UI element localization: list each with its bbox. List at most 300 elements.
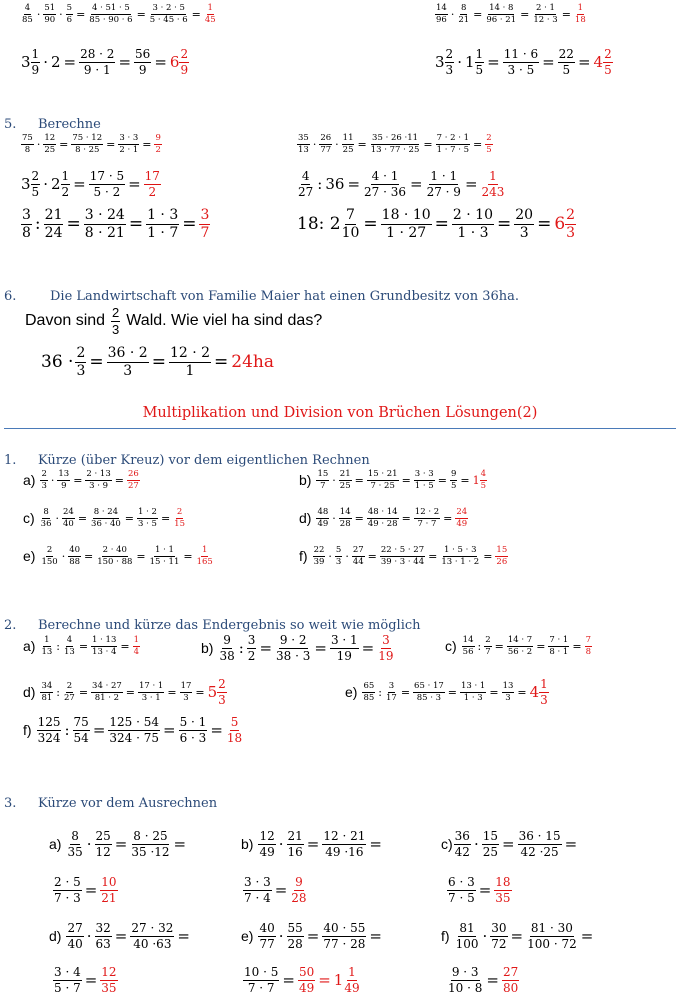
numerator: 13 · 1: [461, 680, 486, 691]
operator: =: [84, 971, 98, 990]
fraction: [243, 966, 279, 994]
operator: =: [354, 511, 364, 525]
denominator: 7 · 7: [247, 980, 275, 995]
operator: ·: [345, 549, 349, 563]
operator: =: [84, 881, 98, 900]
numerator: 4 · 51 · 5: [92, 3, 130, 13]
denominator: 27 · 36: [364, 184, 406, 199]
fraction: [313, 546, 326, 567]
result-fraction: [154, 134, 161, 155]
item-label: c): [23, 510, 35, 527]
result-fraction: [204, 4, 217, 25]
item-label: b): [201, 640, 214, 657]
item-label: a): [23, 472, 36, 489]
numerator: 3 · 2 · 5: [152, 3, 185, 13]
denominator: 35: [67, 844, 83, 859]
item-label: f): [23, 722, 32, 739]
numerator: 11 · 6: [503, 47, 539, 61]
denominator: 13: [298, 144, 309, 155]
operator: =: [487, 53, 500, 72]
denominator: 85 · 90 · 6: [89, 14, 133, 25]
denominator: 96: [436, 14, 447, 25]
fraction: [316, 508, 329, 529]
denominator: 9 · 1: [83, 62, 111, 77]
fraction: [21, 4, 34, 25]
fraction: [149, 4, 189, 25]
denominator: 25: [44, 144, 56, 155]
fraction: [53, 876, 82, 904]
denominator: 3: [41, 480, 47, 491]
item-label: b): [299, 472, 312, 489]
numerator: 50: [298, 965, 315, 979]
numerator: 25: [95, 829, 111, 843]
fraction: [367, 508, 399, 529]
numerator: 21: [44, 207, 63, 223]
numerator: 4: [301, 169, 310, 183]
result-fraction: [173, 508, 186, 529]
fraction: [43, 4, 56, 25]
denominator: 3: [112, 321, 120, 337]
fraction: [414, 470, 435, 491]
fraction: [485, 4, 517, 25]
denominator: 85: [22, 14, 33, 25]
operator: ·: [482, 927, 488, 946]
result-fraction: [494, 876, 511, 904]
denominator: 1 · 3: [457, 224, 489, 241]
k1-eq-f: [298, 546, 509, 567]
top-eq-4: 3 $\frac{2}{3}$ · 1 $\frac{1}{5}$ = $\frac{11 \cdot 6}{3 \cdot 5}$ = $\frac{22}{5}$ = 4 $\frac{2}{5}$: [435, 47, 612, 77]
numerator: 13: [502, 680, 514, 691]
numerator: 10: [101, 875, 117, 889]
denominator: 25: [342, 144, 354, 155]
numerator: 2: [112, 305, 120, 320]
result-fraction: [502, 966, 519, 994]
fraction: [362, 682, 375, 703]
operator: =: [160, 511, 171, 525]
operator: ·: [335, 137, 339, 151]
k2-eq-c: [444, 636, 593, 657]
denominator: 15 · 11: [149, 556, 180, 567]
numerator: 14: [462, 635, 474, 645]
operator: ·: [43, 175, 48, 194]
operator: ·: [328, 549, 332, 563]
denominator: 5: [475, 62, 484, 77]
fraction: [91, 682, 123, 703]
numerator: 15: [482, 829, 499, 843]
operator: :: [317, 175, 323, 194]
operator: =: [73, 473, 83, 487]
fraction: [107, 346, 149, 378]
result-fraction: [179, 48, 189, 76]
k3-eq-f: [440, 922, 595, 950]
result-fraction: [480, 470, 487, 491]
operator: =: [401, 511, 411, 525]
denominator: 3 · 9: [89, 480, 109, 491]
denominator: 27 · 9: [426, 184, 461, 199]
numerator: 1 · 2: [138, 507, 157, 517]
item-label: f): [441, 928, 450, 945]
s5-eq-a: [20, 134, 163, 155]
k1-eq-c: [22, 508, 187, 529]
fraction: [339, 508, 352, 529]
operator: ·: [43, 53, 48, 72]
numerator: 11: [342, 133, 354, 143]
denominator: 4: [133, 646, 140, 657]
operator: ·: [332, 473, 336, 487]
item-label: a): [49, 836, 62, 853]
operator: =: [78, 685, 89, 699]
fraction: [322, 830, 366, 858]
fraction: [79, 48, 115, 76]
operator: ·: [473, 835, 479, 854]
top-eq-1: [20, 4, 218, 25]
operator: =: [478, 881, 492, 900]
denominator: 90: [44, 14, 56, 25]
numerator: 28 · 2: [80, 47, 115, 61]
fraction: [335, 546, 342, 567]
numerator: 20: [515, 207, 534, 223]
numerator: 2 · 1: [536, 3, 555, 13]
numerator: 3 · 24: [84, 207, 125, 223]
denominator: 77 · 28: [323, 936, 366, 951]
fraction: [322, 922, 366, 950]
operator: =: [63, 53, 77, 72]
numerator: 15 · 21: [367, 469, 398, 479]
numerator: 24: [63, 507, 74, 517]
numerator: 22: [313, 545, 325, 555]
operator: =: [183, 549, 193, 563]
k1-heading: 1. Kürze (über Kreuz) vor dem eigentlichen Rechnen: [4, 453, 370, 468]
s5-eq-f: 18: 2 $\frac{7}{10}$ = $\frac{18 \cdot 10}{1 \cdot 27}$ = $\frac{2 \cdot 10}{1 \cdot 3}$ = $\frac{20}{3}$ = 6 $\frac{2}{3}$: [297, 207, 576, 241]
operator: =: [437, 473, 447, 487]
numerator: 12 · 21: [323, 829, 366, 843]
fraction: [66, 922, 83, 950]
operator: ·: [86, 927, 92, 946]
fraction: [440, 546, 480, 567]
operator: =: [577, 53, 591, 72]
numerator: 65: [363, 680, 375, 691]
numerator: 26: [127, 469, 139, 479]
result-fraction: [485, 134, 492, 155]
numerator: 3 · 3: [119, 133, 139, 143]
operator: =: [210, 721, 223, 740]
fraction: [66, 4, 73, 25]
result-fraction: [574, 4, 587, 25]
fraction: [118, 134, 139, 155]
denominator: 3 · 5: [138, 518, 157, 529]
result-fraction: [298, 966, 315, 994]
denominator: 3: [218, 692, 226, 707]
denominator: 3: [540, 692, 548, 707]
numerator: 14: [436, 3, 447, 13]
operator: =: [473, 137, 483, 151]
denominator: 1 · 3: [463, 692, 483, 703]
operator: =: [195, 685, 205, 699]
denominator: 2: [247, 648, 256, 663]
numerator: 9: [450, 469, 457, 479]
fraction: [89, 170, 125, 198]
operator: =: [517, 685, 527, 699]
result-fraction: [226, 716, 243, 744]
numerator: 13: [58, 469, 70, 479]
numerator: 3: [382, 633, 390, 647]
fraction: [462, 636, 475, 657]
denominator: 9: [138, 62, 147, 77]
operator: =: [306, 927, 320, 946]
operator: =: [483, 549, 493, 563]
denominator: 39 · 3 · 44: [380, 556, 425, 567]
result-fraction: [455, 508, 468, 529]
item-label: a): [23, 638, 36, 655]
numerator: 40 · 55: [323, 921, 366, 935]
fraction: [457, 4, 470, 25]
denominator: 49: [259, 844, 275, 859]
denominator: 2 · 1: [119, 144, 139, 155]
s5-eq-d: $\frac{4}{27}$ : 36 = $\frac{4 \cdot 1}{27 \cdot 36}$ = $\frac{1 \cdot 1}{27 \cdot 9}$ = $\frac{1}{243}$: [298, 169, 505, 199]
fraction: [287, 830, 304, 858]
fraction: [558, 48, 575, 76]
k1-eq-a: [22, 470, 141, 491]
fraction: [436, 134, 470, 155]
denominator: 3: [505, 692, 511, 703]
item-label: e): [241, 928, 254, 945]
numerator: 7 · 2 · 1: [436, 133, 470, 143]
operator: =: [306, 835, 320, 854]
numerator: 3 · 3: [244, 875, 271, 889]
fraction: [62, 508, 75, 529]
denominator: 3: [123, 362, 133, 379]
operator: =: [361, 639, 375, 658]
fraction: [475, 48, 485, 76]
denominator: 13: [41, 646, 53, 657]
fraction: [90, 508, 122, 529]
denominator: 13 · 77 · 25: [370, 144, 420, 155]
denominator: 13: [64, 646, 75, 657]
fraction: [247, 634, 257, 662]
numerator: 9 · 2: [279, 633, 307, 647]
fraction: [258, 830, 275, 858]
fraction: [66, 830, 83, 858]
operator: =: [580, 927, 594, 946]
operator: =: [76, 7, 86, 21]
denominator: 1 · 7: [147, 224, 179, 241]
denominator: 1 · 27: [386, 224, 427, 241]
numerator: 2: [218, 677, 226, 691]
s5-eq-e: [20, 208, 211, 240]
denominator: 165: [196, 556, 213, 567]
numerator: 17 · 1: [139, 680, 164, 691]
operator: =: [434, 214, 449, 235]
k3-eq-b: [240, 830, 384, 858]
result-fraction: [481, 170, 506, 198]
operator: =: [106, 137, 116, 151]
denominator: 6: [66, 14, 73, 25]
numerator: 7: [346, 207, 355, 223]
numerator: 2: [41, 469, 47, 479]
numerator: 125: [37, 715, 61, 729]
numerator: 1: [201, 545, 208, 555]
item-label: f): [299, 548, 308, 565]
denominator: 88: [69, 556, 81, 567]
denominator: 49: [298, 980, 315, 995]
fraction: [363, 170, 407, 198]
numerator: 75 · 12: [72, 133, 103, 143]
denominator: 3: [519, 224, 529, 241]
numerator: 2: [604, 47, 612, 61]
item-label: e): [345, 684, 358, 701]
denominator: 77: [320, 144, 332, 155]
fraction: [111, 306, 120, 336]
section-title: Multiplikation und Division von Brüchen Lösungen(2): [142, 405, 538, 421]
operator: =: [347, 175, 361, 194]
fraction: [63, 636, 76, 657]
denominator: 3: [76, 362, 86, 379]
operator: =: [77, 511, 88, 525]
numerator: 27: [352, 545, 364, 555]
numerator: 7 · 1: [549, 635, 569, 645]
numerator: 65 · 17: [414, 680, 444, 691]
fraction: [85, 470, 111, 491]
operator: =: [114, 835, 128, 854]
operator: =: [142, 137, 152, 151]
operator: =: [92, 721, 106, 740]
fraction: [96, 546, 133, 567]
operator: ·: [36, 7, 41, 21]
denominator: 28: [339, 518, 351, 529]
fraction: [40, 470, 47, 491]
item-label: e): [23, 548, 36, 565]
denominator: 2: [155, 144, 161, 155]
denominator: 7 · 3: [54, 890, 81, 905]
fraction: [447, 966, 483, 994]
fraction: [450, 470, 457, 491]
fraction: [40, 682, 53, 703]
denominator: 2: [61, 184, 70, 199]
operator: =: [510, 927, 524, 946]
operator: ·: [457, 53, 462, 72]
denominator: 85: [363, 692, 375, 703]
fraction: [341, 208, 361, 240]
result-fraction: [144, 170, 161, 198]
operator: ·: [450, 7, 455, 21]
fraction: [258, 922, 275, 950]
operator: =: [89, 352, 104, 373]
denominator: 1: [185, 362, 195, 379]
operator: =: [214, 352, 229, 373]
operator: =: [114, 927, 128, 946]
fraction: [53, 966, 82, 994]
denominator: 13 · 1 · 2: [441, 556, 480, 567]
denominator: 7 · 25: [370, 480, 395, 491]
denominator: 17: [386, 692, 397, 703]
fraction: [339, 470, 352, 491]
fraction: [380, 546, 425, 567]
fraction: [91, 636, 117, 657]
denominator: 5: [604, 62, 612, 77]
k2-heading: 2. Berechne und kürze das Endergebnis so weit wie möglich: [4, 618, 421, 633]
operator: ·: [312, 137, 317, 151]
result-fraction: [377, 634, 394, 662]
denominator: 54: [73, 730, 89, 745]
section-number: 2.: [4, 618, 17, 633]
k1-eq-e: [22, 546, 215, 567]
k1-eq-d: [298, 508, 469, 529]
numerator: 34: [41, 680, 53, 691]
fraction: [31, 170, 41, 198]
fraction: [548, 636, 569, 657]
fraction: [95, 830, 112, 858]
numerator: 3: [247, 633, 256, 647]
operator: =: [542, 53, 555, 72]
numerator: 2: [46, 545, 53, 555]
operator: =: [84, 549, 94, 563]
operator: =: [502, 835, 515, 854]
fraction: [342, 134, 355, 155]
numerator: 1: [489, 169, 497, 183]
k2-eq-e: e) $\frac{65}{85}$ : $\frac{3}{17}$ = $\frac{65 \cdot 17}{85 \cdot 3}$ = $\frac{13 \cdot 1}{1 \cdot 3}$ = $\frac{13}{3}$ = 4 $\frac{1}{3}$: [345, 677, 548, 707]
denominator: 7 · 5: [448, 890, 475, 905]
numerator: 1: [61, 169, 70, 183]
numerator: 40: [259, 921, 275, 935]
denominator: 25: [339, 480, 351, 491]
item-label: c): [441, 836, 453, 853]
numerator: 48 · 14: [367, 507, 398, 517]
numerator: 3: [200, 207, 210, 223]
fraction: [460, 682, 486, 703]
denominator: 243: [481, 184, 505, 199]
denominator: 36 · 40: [91, 518, 121, 529]
operator: =: [369, 835, 382, 854]
operator: =: [572, 639, 582, 653]
numerator: 2 · 40: [102, 545, 127, 555]
numerator: 4: [66, 635, 73, 645]
fraction: [297, 170, 314, 198]
operator: =: [464, 175, 478, 194]
fraction: [130, 922, 174, 950]
fraction: [518, 830, 562, 858]
numerator: 48: [317, 507, 329, 517]
denominator: 8: [22, 224, 31, 241]
denominator: 81 · 2: [94, 692, 120, 703]
numerator: 18 · 10: [381, 207, 431, 223]
fraction: [57, 470, 70, 491]
denominator: 3: [445, 62, 454, 77]
fraction: [502, 682, 515, 703]
denominator: 63: [95, 936, 111, 951]
numerator: 8 · 24: [93, 507, 119, 517]
denominator: 6 · 3: [179, 730, 207, 745]
fraction: [73, 716, 90, 744]
fraction: [108, 716, 160, 744]
operator: ·: [332, 511, 336, 525]
denominator: 8: [585, 646, 591, 657]
numerator: 2: [486, 133, 492, 143]
fraction: [40, 508, 53, 529]
numerator: 2 · 13: [86, 469, 111, 479]
fraction: [514, 208, 534, 240]
numerator: 36 · 15: [518, 829, 561, 843]
numerator: 55: [287, 921, 303, 935]
item-label: b): [241, 836, 254, 853]
operator: :: [238, 639, 244, 658]
k2-eq-d: d) $\frac{34}{81}$ : $\frac{2}{27}$ = $\frac{34 \cdot 27}{81 \cdot 2}$ = $\frac{17 \cdot 1}{3 \cdot 1}$ = $\frac{17}{3}$ = 5 $\frac{2}{3}$: [23, 677, 226, 707]
numerator: 51: [44, 3, 56, 13]
operator: =: [496, 214, 512, 235]
numerator: 2: [180, 47, 189, 61]
denominator: 100 · 72: [527, 936, 577, 951]
s5-eq-b: [296, 134, 494, 155]
item-label: d): [23, 684, 36, 701]
